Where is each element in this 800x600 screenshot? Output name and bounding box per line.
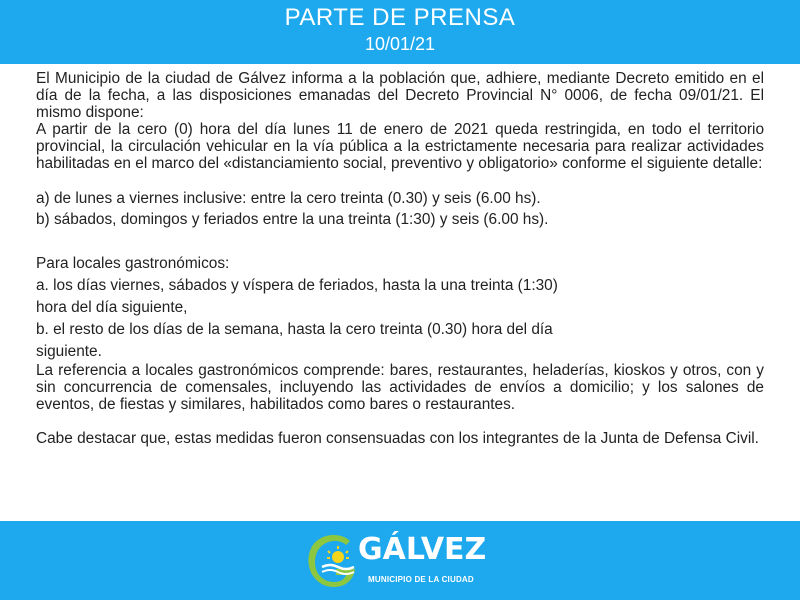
header-banner bbox=[0, 0, 800, 64]
sun-leaf-logo-icon bbox=[300, 527, 364, 593]
galvez-logo bbox=[300, 527, 510, 593]
gastro-item-a-line1: a. los días viernes, sábados y víspera de feriados, hasta la una treinta (1:30) bbox=[36, 277, 558, 294]
rule-paragraph: A partir de la cero (0) hora del día lunes 11 de enero de 2021 queda restringida, en todo el territorio provincial, la circulación vehicular en la vía pública a la estrictamente necesaria para realizar actividades habilitadas en el marco del «distanciamiento social, preventivo y obligatorio» conforme el siguiente detalle: bbox=[36, 121, 764, 172]
closing-paragraph: Cabe destacar que, estas medidas fueron consensuadas con los integrantes de la Junta de Defensa Civil. bbox=[36, 430, 759, 447]
press-date: 10/01/21 bbox=[364, 34, 436, 54]
logo-subtitle: MUNICIPIO DE LA CIUDAD bbox=[368, 575, 474, 584]
gastro-reference-paragraph: La referencia a locales gastronómicos comprende: bares, restaurantes, heladerías, kioskos y otros, con y sin concurrencia de comensales, incluyendo las actividades de envíos a domicilio; y los salones de eventos, de fiestas y similares, habilitados como bares o restaurantes. bbox=[36, 362, 764, 413]
page-title: PARTE DE PRENSA bbox=[284, 4, 516, 31]
press-release-body bbox=[36, 70, 764, 447]
gastro-item-b-line1: b. el resto de los días de la semana, hasta la cero treinta (0.30) hora del día bbox=[36, 321, 553, 338]
schedule-item-b: b) sábados, domingos y feriados entre la una treinta (1:30) y seis (6.00 hs). bbox=[36, 211, 549, 228]
logo-name: GÁLVEZ bbox=[358, 532, 487, 567]
intro-paragraph: El Municipio de la ciudad de Gálvez informa a la población que, adhiere, mediante Decreto emitido en el día de la fecha, a las disposiciones emanadas del Decreto Provincial N° 0006, de fecha 09/01/21. El mismo dispone: bbox=[36, 70, 764, 121]
schedule-item-a: a) de lunes a viernes inclusive: entre la cero treinta (0.30) y seis (6.00 hs). bbox=[36, 190, 541, 207]
gastro-heading: Para locales gastronómicos: bbox=[36, 255, 230, 272]
footer-banner bbox=[0, 521, 800, 600]
gastro-item-a-line2: hora del día siguiente, bbox=[36, 299, 188, 316]
gastro-item-b-line2: siguiente. bbox=[36, 343, 102, 360]
